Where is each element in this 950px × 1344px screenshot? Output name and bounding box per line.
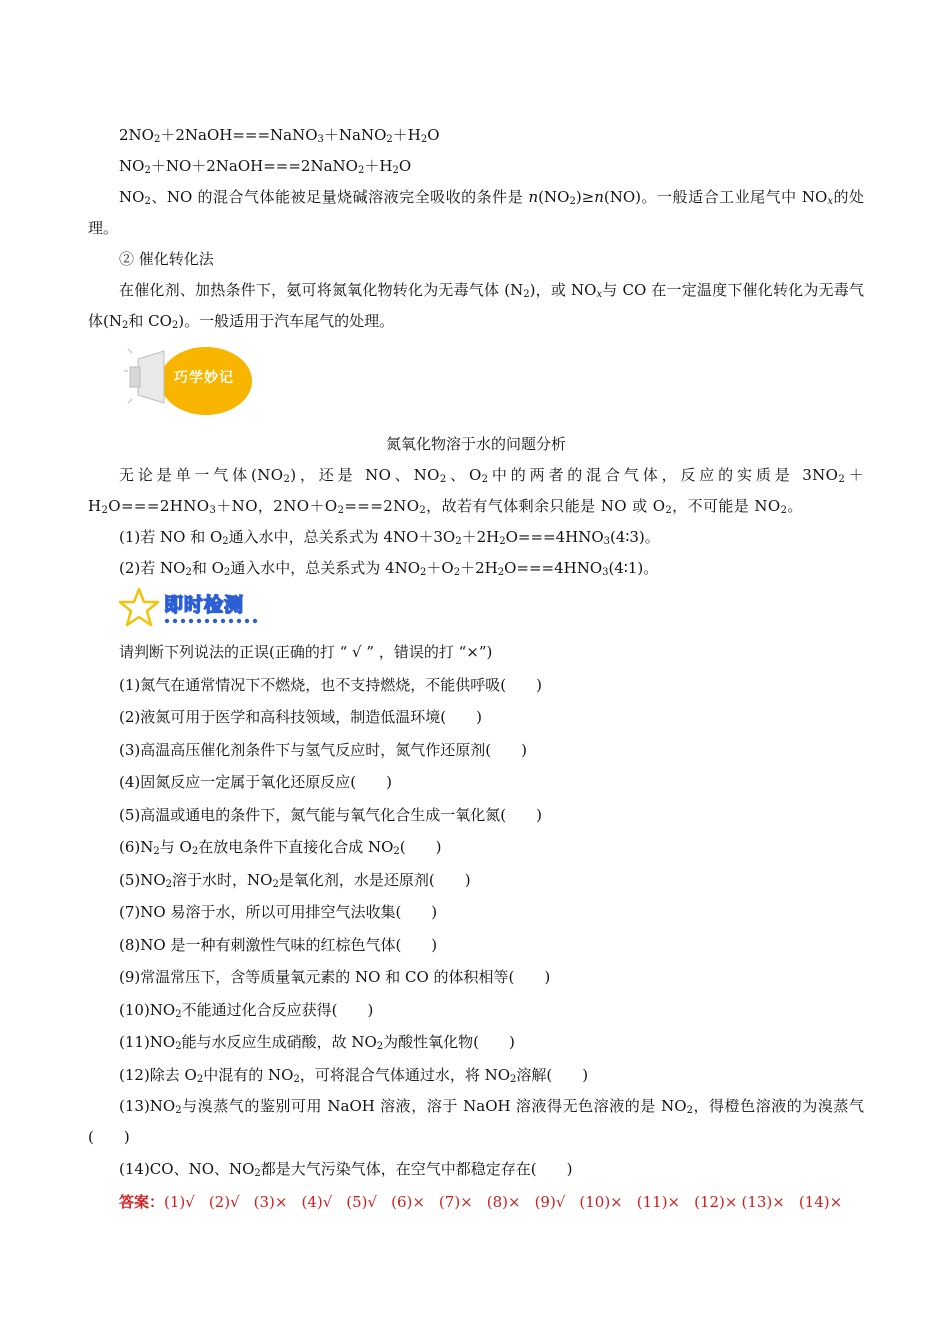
answer-item: (2)√	[208, 1192, 240, 1211]
question-2: (2)液氮可用于医学和高科技领域，制造低温环境( )	[119, 708, 482, 726]
answer-item: (13)×	[741, 1192, 785, 1211]
answer-label: 答案：	[119, 1192, 165, 1211]
question-1: (1)氮气在通常情况下不燃烧，也不支持燃烧，不能供呼吸( )	[119, 675, 542, 694]
question-8: (8)NO 是一种有刺激性气味的红棕色气体( )	[119, 935, 438, 954]
answer-item: (11)×	[636, 1192, 681, 1211]
question-11: $(11)NO_2$能与水反应生成硝酸，故 $NO_2$为酸性氧化物( )	[119, 1033, 515, 1052]
answer-item: (3)×	[253, 1192, 288, 1211]
equation-2: $NO_2+NO+2NaOH===2NaNO_2+H_2O$	[119, 157, 412, 176]
question-7: (7)NO 易溶于水，所以可用排空气法收集( )	[119, 903, 438, 921]
star-icon	[118, 586, 160, 628]
instruction: 请判断下列说法的正误(正确的打 “ √ ” ，错误的打 “×”)	[119, 643, 493, 661]
question-10: $(10)NO_2$不能通过化合反应获得( )	[119, 1000, 374, 1020]
absorption-condition: $NO_2$、NO 的混合气体能被足量烧碱溶液完全吸收的条件是 $n(NO_2)\ge n(NO)$。一般适合工业尾气中 $NO_x$的处理。	[88, 188, 864, 237]
catalytic-paragraph: 在催化剂、加热条件下，氨可将氮氧化物转化为无毒气体 $(N_2)$，或 $NO_x$与 CO 在一定温度下催化转化为无毒气体($N_2$和 $CO_2$)。一般适用于汽车尾气的处理。	[88, 281, 865, 331]
answer-item: (4)√	[301, 1192, 333, 1211]
question-9: (9)常温常压下，含等质量氧元素的 NO 和 CO 的体积相等( )	[119, 968, 551, 986]
answer-item: (10)×	[579, 1192, 623, 1211]
question-3: (3)高温高压催化剂条件下与氢气反应时，氮气作还原剂( )	[119, 740, 527, 759]
document-page	[88, 120, 864, 1218]
equation-1: $2NO_2+2NaOH===NaNO_3+NaNO_2+H_2O$	[119, 126, 440, 145]
answer-item: (14)×	[798, 1192, 843, 1211]
tip-badge	[88, 341, 864, 425]
question-4: (4)固氮反应一定属于氧化还原反应( )	[119, 773, 392, 791]
answer-item: (1)√	[164, 1192, 195, 1211]
question-14: (14)CO、NO、$NO_2$都是大气污染气体，在空气中都稳定存在( )	[119, 1160, 573, 1179]
answer-item: (12)×	[694, 1192, 738, 1211]
question-13: $(13)NO_2$与溴蒸气的鉴别可用 NaOH 溶液，溶于 NaOH 溶液得无色溶液的是 $NO_2$，得橙色溶液的为溴蒸气( )	[88, 1097, 864, 1146]
question-6: $(6)N_2$与 $O_2$在放电条件下直接化合成 $NO_2$( )	[119, 838, 442, 857]
question-5b: $(5)NO_2$溶于水时，$NO_2$是氧化剂，水是还原剂( )	[119, 870, 471, 890]
answer-item: (6)×	[391, 1192, 425, 1211]
method-heading: ② 催化转化法	[119, 250, 214, 268]
analysis-paragraph: 无论是单一气体$(NO_2)$，还是 NO、$NO_2$、$O_2$中的两者的混合气体，反应的实质是 $3NO_2+H_2O===2HNO_3+NO$，$2NO+O_2===2NO_2$，故若有气体剩余只能是 NO 或 $O_2$，不可能是 $NO_2$。	[88, 466, 864, 516]
answer-item: (7)×	[438, 1192, 473, 1211]
quiz-badge	[88, 586, 864, 630]
answer-item: (9)√	[534, 1192, 566, 1211]
case-1: (1)若 NO 和 $O_2$通入水中，总关系式为 $4NO+3O_2+2H_2O===4HNO_3(4∶3)$。	[119, 528, 660, 547]
question-12: (12)除去 $O_2$中混有的 $NO_2$，可将混合气体通过水，将 $NO_2$溶解( )	[119, 1065, 589, 1085]
answer-item: (8)×	[486, 1192, 521, 1211]
case-2: (2)若 $NO_2$和 $O_2$通入水中，总关系式为 $4NO_2+O_2+2H_2O===4HNO_3(4∶1)$。	[119, 559, 659, 578]
answer-line	[88, 1186, 864, 1219]
question-5: (5)高温或通电的条件下，氮气能与氧气化合生成一氧化氮( )	[119, 805, 542, 824]
quiz-badge-label: 即时检测	[164, 594, 245, 616]
section-title: 氮氧化物溶于水的问题分析	[385, 435, 566, 453]
answer-item: (5)√	[346, 1192, 378, 1211]
dotted-underline	[164, 618, 264, 624]
tip-badge-label: 巧学妙记	[174, 370, 234, 386]
